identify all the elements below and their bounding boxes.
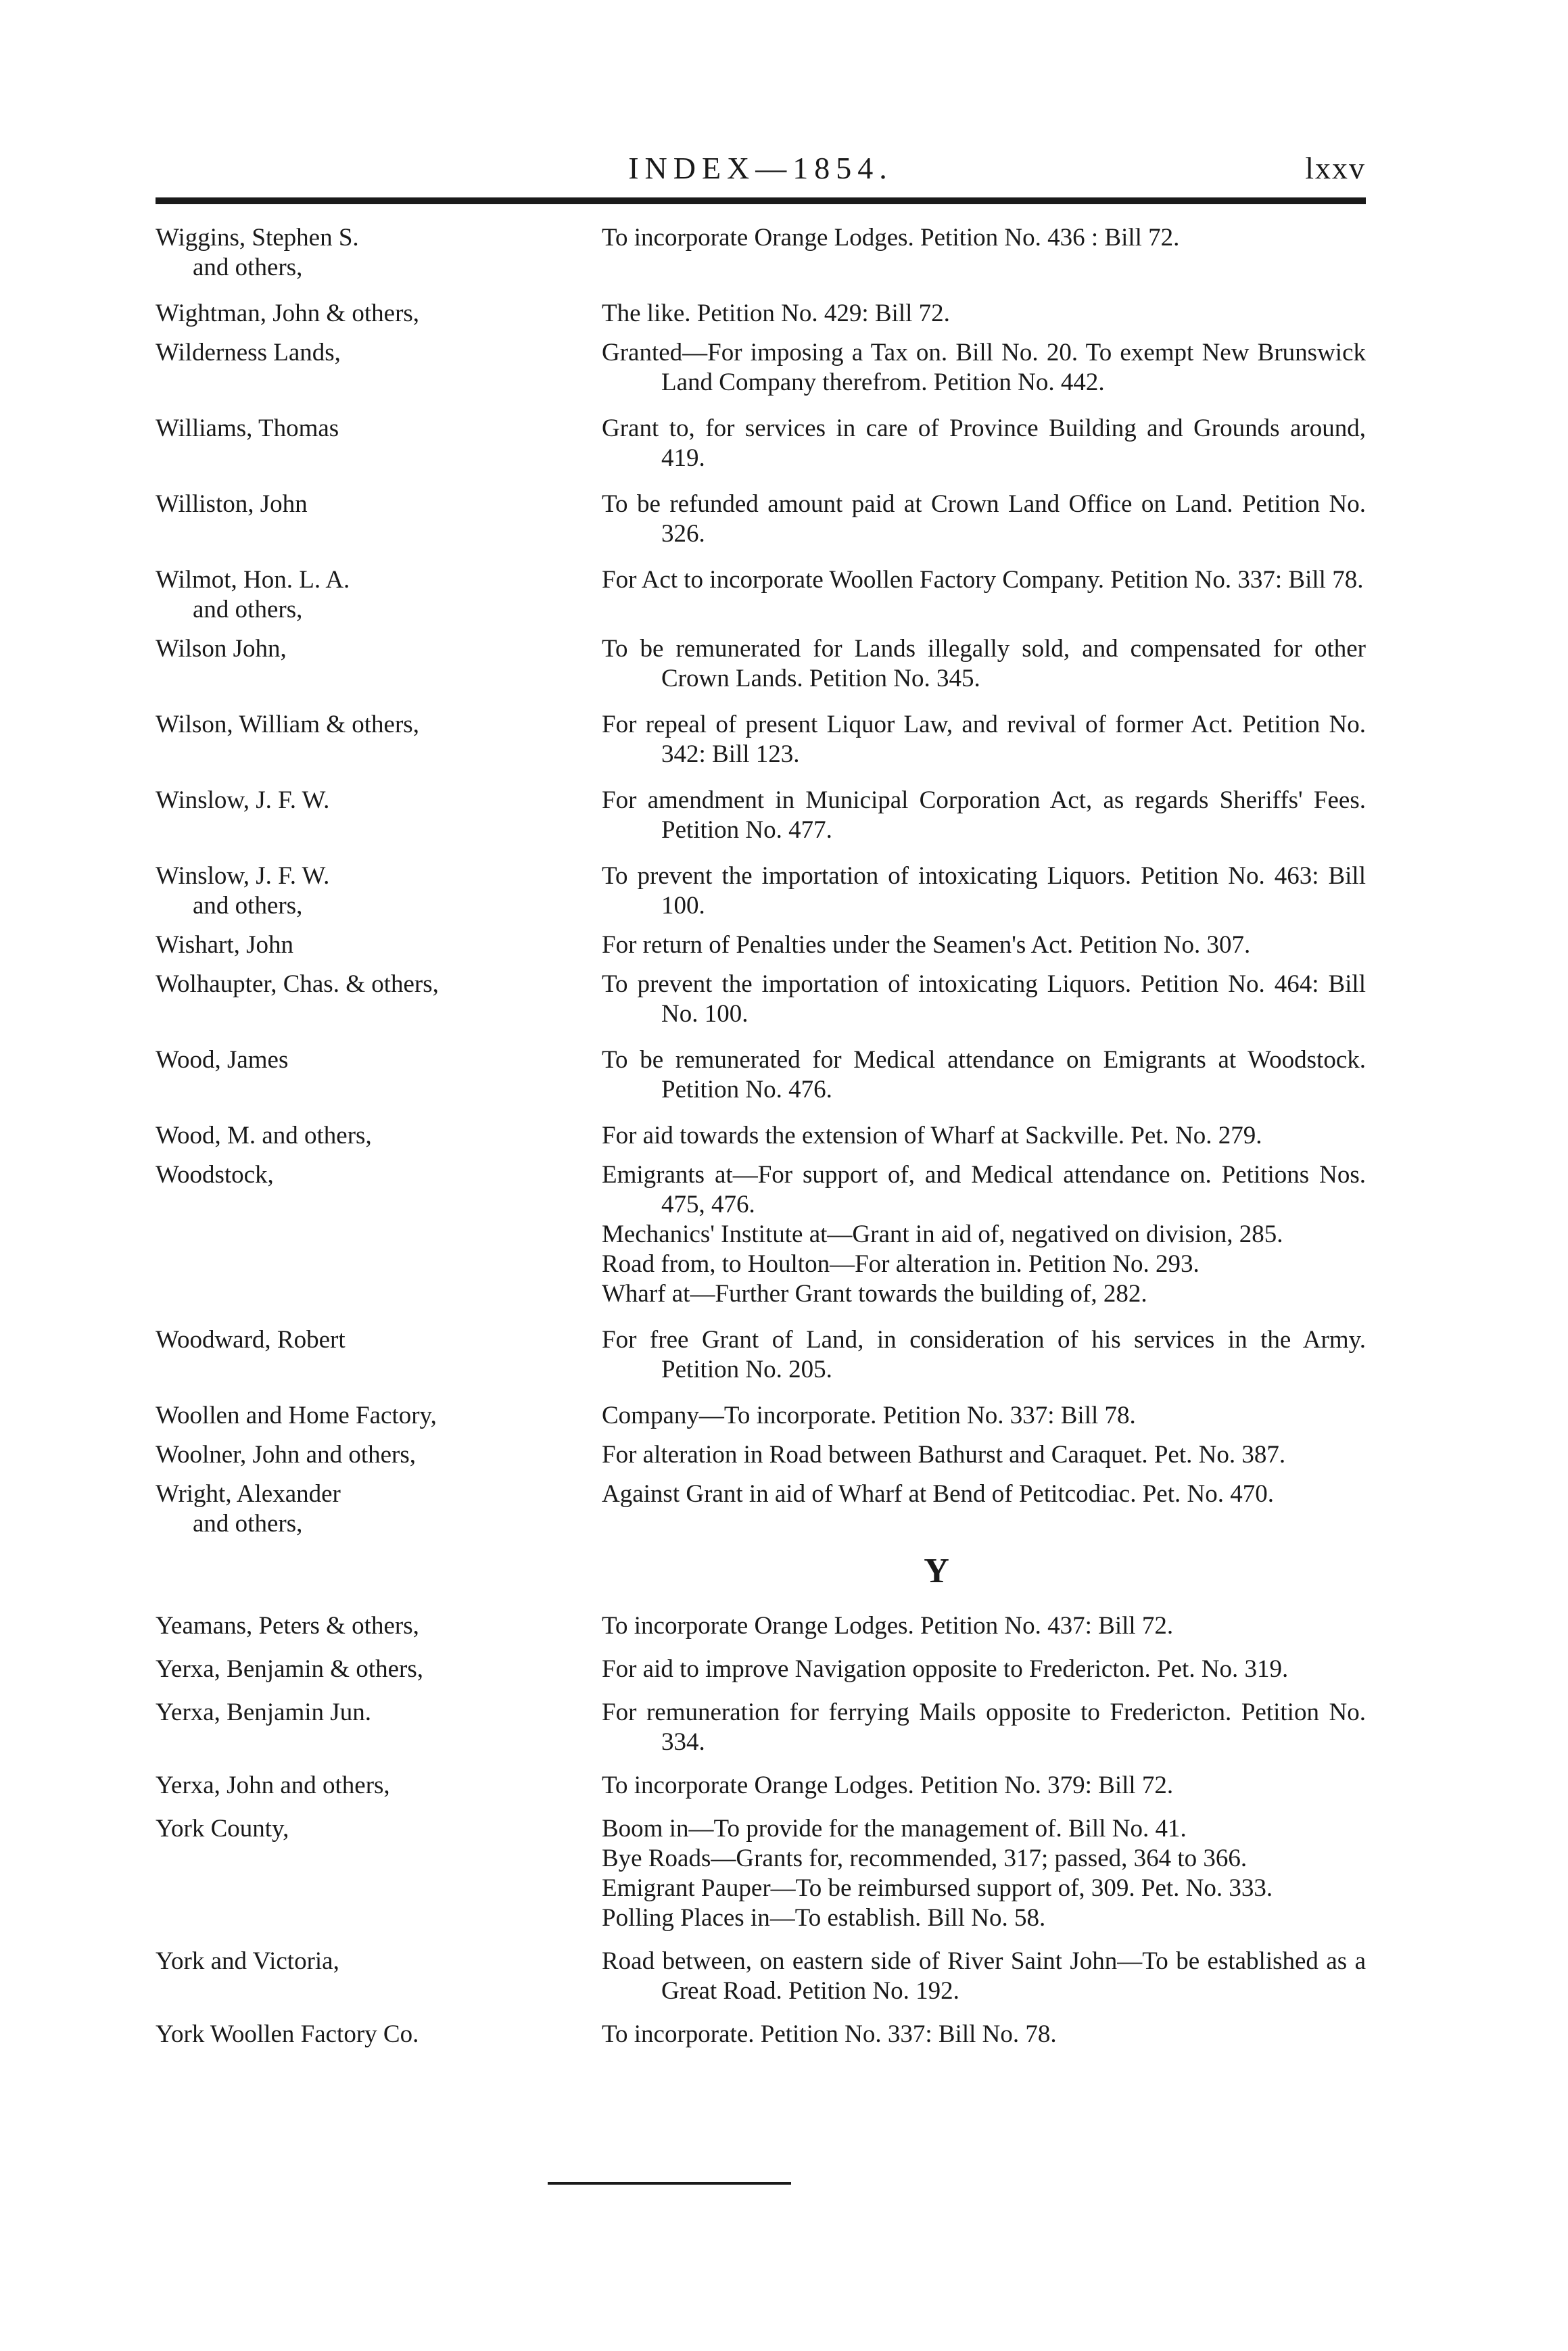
- entry-description-column: [507, 1771, 1366, 1801]
- index-entry: [156, 1698, 1366, 1757]
- entry-name: Wood, M. and others,: [156, 1122, 372, 1149]
- entry-description-column: [507, 2020, 1366, 2049]
- entry-description: To be refunded amount paid at Crown Land Office on Land. Petition No. 326.: [602, 490, 1366, 548]
- entry-name-column: [156, 1611, 507, 1641]
- entry-name: York Woollen Factory Co.: [156, 2020, 419, 2048]
- entry-name-column: [156, 565, 507, 625]
- section-letter-y: Y: [924, 1552, 949, 1590]
- entry-name: Woollen and Home Factory,: [156, 1402, 437, 1429]
- index-entry: [156, 490, 1366, 549]
- index-entry: [156, 634, 1366, 694]
- footer-rule: [548, 2182, 791, 2185]
- entry-description-column: [507, 1401, 1366, 1431]
- entry-description: To incorporate Orange Lodges. Petition No. 379: Bill 72.: [602, 1772, 1174, 1799]
- entry-name: Wright, Alexander: [156, 1480, 341, 1508]
- entry-name-column: [156, 1160, 507, 1190]
- entry-description: For amendment in Municipal Corporation Act, as regards Sheriffs' Fees. Petition No. 477.: [602, 786, 1366, 844]
- index-entries: [156, 223, 1366, 2049]
- entry-description-column: [507, 490, 1366, 549]
- entry-description-column: [507, 861, 1366, 921]
- entry-name-column: [156, 1947, 507, 1976]
- entry-description: For Act to incorporate Woollen Factory Company. Petition No. 337: Bill 78.: [602, 566, 1364, 594]
- entry-description-column: [507, 710, 1366, 769]
- entry-name-column: [156, 786, 507, 815]
- entry-description: For repeal of present Liquor Law, and revival of former Act. Petition No. 342: Bill 123.: [602, 711, 1366, 768]
- index-entry: [156, 223, 1366, 283]
- entry-description: Road from, to Houlton—For alteration in. Petition No. 293.: [602, 1250, 1199, 1278]
- entry-name-column: [156, 1045, 507, 1075]
- entry-name: Wightman, John & others,: [156, 300, 420, 327]
- entry-name: Wilson John,: [156, 635, 287, 663]
- entry-description-column: [507, 1479, 1366, 1509]
- entry-description: To be remunerated for Medical attendance on Emigrants at Woodstock. Petition No. 476.: [602, 1046, 1366, 1103]
- entry-name: Wolhaupter, Chas. & others,: [156, 970, 439, 998]
- entry-name-column: [156, 1325, 507, 1355]
- index-entry: [156, 338, 1366, 398]
- index-entry: [156, 299, 1366, 329]
- entry-description: Boom in—To provide for the management of. Bill No. 41.: [602, 1815, 1187, 1843]
- entry-name-column: [156, 414, 507, 444]
- entry-name-column: [156, 299, 507, 329]
- entry-name-column: [156, 338, 507, 368]
- entry-name-column: [156, 1814, 507, 1844]
- index-entry: [156, 1611, 1366, 1641]
- entry-name: Woodstock,: [156, 1161, 274, 1189]
- entry-description: Grant to, for services in care of Province Building and Grounds around, 419.: [602, 414, 1366, 472]
- entry-description-column: [507, 414, 1366, 473]
- entry-description-column: [507, 1611, 1366, 1641]
- entry-name: Yerxa, John and others,: [156, 1772, 390, 1799]
- entry-description-column: [507, 1325, 1366, 1385]
- entry-name-column: [156, 970, 507, 999]
- entry-description: For remuneration for ferrying Mails opposite to Fredericton. Petition No. 334.: [602, 1699, 1366, 1756]
- entry-name: Williston, John: [156, 490, 308, 518]
- entry-description: Wharf at—Further Grant towards the building of, 282.: [602, 1280, 1147, 1308]
- index-entry: [156, 1655, 1366, 1684]
- page-title: INDEX—1854.: [628, 151, 893, 185]
- entry-description: To incorporate. Petition No. 337: Bill No. 78.: [602, 2020, 1057, 2048]
- entry-description-column: [507, 299, 1366, 329]
- entry-description: For aid towards the extension of Wharf at Sackville. Pet. No. 279.: [602, 1122, 1262, 1149]
- entry-description-column: [507, 1045, 1366, 1105]
- entry-name: Woodward, Robert: [156, 1326, 346, 1354]
- entry-description: The like. Petition No. 429: Bill 72.: [602, 300, 950, 327]
- index-entry: [156, 1325, 1366, 1385]
- entry-name: Wiggins, Stephen S.: [156, 224, 359, 252]
- entry-name-sub: and others,: [193, 596, 303, 623]
- entry-name-column: [156, 861, 507, 921]
- index-entry: [156, 414, 1366, 473]
- entry-description: For alteration in Road between Bathurst and Caraquet. Pet. No. 387.: [602, 1441, 1286, 1469]
- entry-name: Winslow, J. F. W.: [156, 862, 330, 890]
- entry-description-column: [507, 565, 1366, 595]
- entry-description-column: [507, 634, 1366, 694]
- page-number: lxxv: [1305, 151, 1366, 185]
- entry-name-column: [156, 1401, 507, 1431]
- entry-description-column: [507, 1160, 1366, 1309]
- entry-description: To be remunerated for Lands illegally sold, and compensated for other Crown Lands. Petition No. 345.: [602, 635, 1366, 692]
- entry-description: To prevent the importation of intoxicating Liquors. Petition No. 463: Bill 100.: [602, 862, 1366, 920]
- entry-description: Granted—For imposing a Tax on. Bill No. 20. To exempt New Brunswick Land Company therefrom. Petition No. 442.: [602, 339, 1366, 396]
- entry-description: Company—To incorporate. Petition No. 337: Bill 78.: [602, 1402, 1136, 1429]
- entry-name: Winslow, J. F. W.: [156, 786, 330, 814]
- entry-description: To incorporate Orange Lodges. Petition No. 436 : Bill 72.: [602, 224, 1180, 252]
- index-entry: [156, 930, 1366, 960]
- entry-name-column: [156, 223, 507, 283]
- index-entry: [156, 565, 1366, 625]
- entry-name-column: [156, 930, 507, 960]
- index-entry: [156, 1771, 1366, 1801]
- index-entry: [156, 1440, 1366, 1470]
- entry-description-column: [507, 1121, 1366, 1151]
- entry-name-column: [156, 1440, 507, 1470]
- header-rule: [156, 197, 1366, 204]
- entry-name: Wilderness Lands,: [156, 339, 341, 366]
- index-entry: [156, 1160, 1366, 1309]
- index-entry: [156, 861, 1366, 921]
- entry-description: Emigrants at—For support of, and Medical attendance on. Petitions Nos. 475, 476.: [602, 1161, 1366, 1218]
- entry-name-column: [156, 1655, 507, 1684]
- index-entry: [156, 1401, 1366, 1431]
- entry-name: York and Victoria,: [156, 1947, 339, 1975]
- entry-name-column: [156, 1479, 507, 1539]
- entry-description-column: [507, 338, 1366, 398]
- entry-description: Bye Roads—Grants for, recommended, 317; passed, 364 to 366.: [602, 1845, 1248, 1872]
- entry-name: Yeamans, Peters & others,: [156, 1612, 419, 1640]
- entry-name-sub: and others,: [193, 254, 303, 281]
- entry-description: For aid to improve Navigation opposite to Fredericton. Pet. No. 319.: [602, 1655, 1289, 1683]
- entry-name-column: [156, 2020, 507, 2049]
- entry-description: Mechanics' Institute at—Grant in aid of, negatived on division, 285.: [602, 1220, 1283, 1248]
- index-entry: [156, 1947, 1366, 2006]
- entry-name: York County,: [156, 1815, 289, 1843]
- page-header: [156, 150, 1366, 191]
- entry-name-column: [156, 634, 507, 664]
- index-entry: [156, 786, 1366, 845]
- entry-name: Woolner, John and others,: [156, 1441, 416, 1469]
- index-entry: [156, 710, 1366, 769]
- entry-name: Wood, James: [156, 1046, 289, 1074]
- entry-description: To prevent the importation of intoxicating Liquors. Petition No. 464: Bill No. 100.: [602, 970, 1366, 1028]
- index-entry: [156, 1479, 1366, 1539]
- entry-name: Yerxa, Benjamin Jun.: [156, 1699, 371, 1726]
- entry-description: To incorporate Orange Lodges. Petition No. 437: Bill 72.: [602, 1612, 1174, 1640]
- entry-name: Wishart, John: [156, 931, 294, 959]
- entry-description-column: [507, 223, 1366, 253]
- entry-description: For return of Penalties under the Seamen's Act. Petition No. 307.: [602, 931, 1251, 959]
- entry-name: Williams, Thomas: [156, 414, 339, 442]
- entry-description-column: [507, 1947, 1366, 2006]
- entry-description: Emigrant Pauper—To be reimbursed support of, 309. Pet. No. 333.: [602, 1874, 1273, 1902]
- index-entry: [156, 2020, 1366, 2049]
- entry-name-sub: and others,: [193, 1510, 303, 1538]
- entry-name-column: [156, 490, 507, 519]
- entry-description-column: [507, 930, 1366, 960]
- entry-description: Road between, on eastern side of River Saint John—To be established as a Great Road. Petition No. 192.: [602, 1947, 1366, 2005]
- entry-description-column: [507, 1698, 1366, 1757]
- entry-description-column: [507, 1655, 1366, 1684]
- entry-name: Wilmot, Hon. L. A.: [156, 566, 350, 594]
- entry-description-column: [507, 970, 1366, 1029]
- index-entry: [156, 1814, 1366, 1933]
- entry-name-column: [156, 710, 507, 740]
- entry-name: Yerxa, Benjamin & others,: [156, 1655, 423, 1683]
- index-entry: [156, 1045, 1366, 1105]
- index-entry: [156, 1121, 1366, 1151]
- index-entry: [156, 970, 1366, 1029]
- entry-description: For free Grant of Land, in consideration of his services in the Army. Petition No. 205.: [602, 1326, 1366, 1383]
- entry-description-column: [507, 786, 1366, 845]
- entry-description: Polling Places in—To establish. Bill No. 58.: [602, 1904, 1046, 1932]
- entry-description-column: [507, 1814, 1366, 1933]
- entry-description-column: [507, 1440, 1366, 1470]
- entry-name-sub: and others,: [193, 892, 303, 920]
- entry-name-column: [156, 1771, 507, 1801]
- entry-name: Wilson, William & others,: [156, 711, 419, 738]
- entry-description: Against Grant in aid of Wharf at Bend of Petitcodiac. Pet. No. 470.: [602, 1480, 1274, 1508]
- entry-name-column: [156, 1698, 507, 1728]
- entry-name-column: [156, 1121, 507, 1151]
